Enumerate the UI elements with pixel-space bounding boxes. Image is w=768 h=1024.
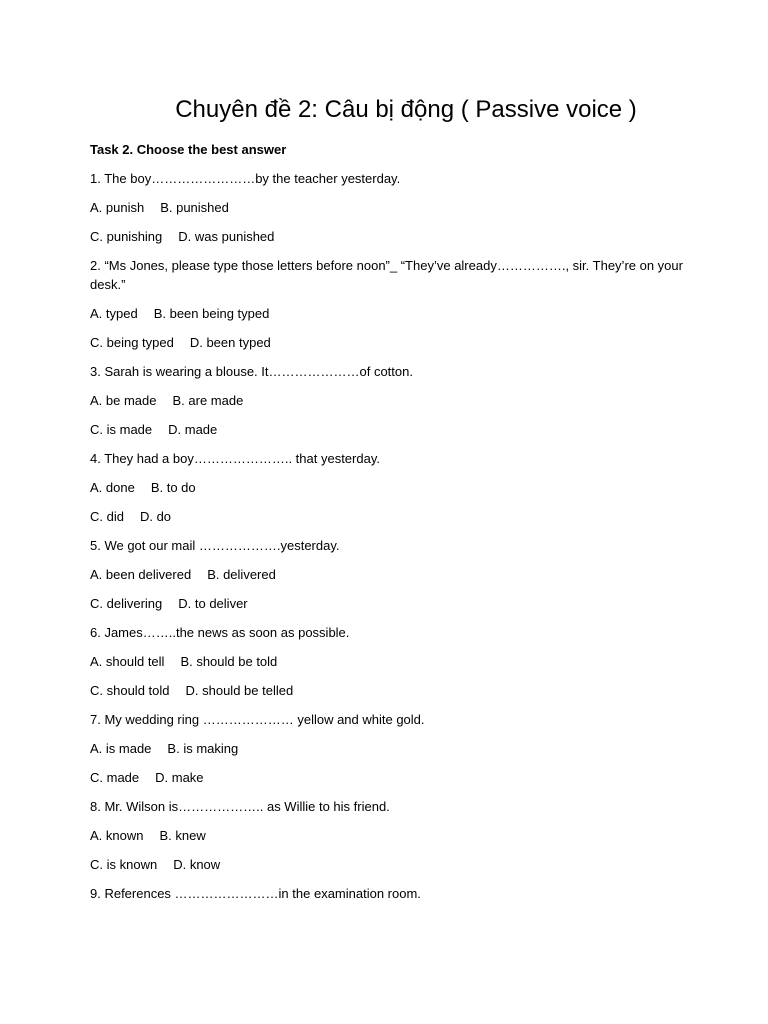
answer-row (90, 681, 690, 700)
question-4 (90, 449, 690, 526)
answer-row (90, 826, 690, 845)
answer-row (90, 739, 690, 758)
answer-option-b: B. are made (172, 393, 244, 408)
answer-option-b: B. should be told (180, 654, 278, 669)
answer-option-b: B. knew (159, 828, 206, 843)
answer-option-c: C. being typed (90, 335, 174, 350)
answer-option-a: A. is made (90, 741, 152, 756)
answer-row (90, 478, 690, 497)
question-6 (90, 623, 690, 700)
answer-option-d: D. been typed (189, 335, 271, 350)
answer-option-b: B. to do (150, 480, 196, 495)
answer-row (90, 304, 690, 323)
question-text: 2. “Ms Jones, please type those letters before noon”_ “They’ve already……………., sir. They’re on your desk.” (90, 258, 687, 292)
question-3 (90, 362, 690, 439)
answer-row (90, 652, 690, 671)
answer-option-a: A. should tell (90, 654, 165, 669)
answer-row (90, 391, 690, 410)
answer-option-b: B. delivered (207, 567, 276, 582)
answer-option-b: B. been being typed (153, 306, 270, 321)
answer-option-d: D. was punished (178, 229, 275, 244)
question-7 (90, 710, 690, 787)
answer-option-d: D. make (155, 770, 204, 785)
question-text: 1. The boy……………………by the teacher yesterday. (90, 171, 401, 186)
answer-option-b: B. punished (160, 200, 229, 215)
answer-row (90, 198, 690, 217)
answer-row (90, 333, 690, 352)
task-heading: Task 2. Choose the best answer (90, 142, 287, 157)
question-9 (90, 884, 690, 903)
answer-row (90, 594, 690, 613)
answer-row (90, 420, 690, 439)
answer-option-d: D. made (168, 422, 218, 437)
answer-row (90, 507, 690, 526)
question-text: 6. James……..the news as soon as possible. (90, 625, 350, 640)
question-2 (90, 256, 690, 352)
answer-option-a: A. be made (90, 393, 157, 408)
question-text: 7. My wedding ring ………………… yellow and white gold. (90, 712, 425, 727)
answer-row (90, 855, 690, 874)
answer-option-a: A. done (90, 480, 135, 495)
answer-option-c: C. is known (90, 857, 158, 872)
answer-option-c: C. is made (90, 422, 153, 437)
answer-option-d: D. do (139, 509, 172, 524)
answer-option-c: C. should told (90, 683, 170, 698)
answer-option-d: D. know (173, 857, 221, 872)
answer-option-d: D. to deliver (178, 596, 248, 611)
question-text: 5. We got our mail ……………….yesterday. (90, 538, 340, 553)
question-text: 4. They had a boy………………….. that yesterday. (90, 451, 380, 466)
question-8 (90, 797, 690, 874)
question-1 (90, 169, 690, 246)
question-text: 8. Mr. Wilson is……………….. as Willie to his friend. (90, 799, 390, 814)
answer-option-c: C. made (90, 770, 140, 785)
answer-option-a: A. known (90, 828, 144, 843)
answer-option-c: C. delivering (90, 596, 163, 611)
page-title (0, 94, 768, 126)
answer-option-c: C. did (90, 509, 124, 524)
answer-row (90, 768, 690, 787)
answer-option-b: B. is making (167, 741, 239, 756)
answer-option-a: A. been delivered (90, 567, 192, 582)
answer-option-d: D. should be telled (185, 683, 294, 698)
answer-row (90, 227, 690, 246)
document-content (90, 140, 690, 913)
page-title-text: Chuyên đề 2: Câu bị động ( Passive voice ) (175, 96, 637, 123)
answer-row (90, 565, 690, 584)
answer-option-a: A. punish (90, 200, 145, 215)
answer-option-c: C. punishing (90, 229, 163, 244)
question-text: 3. Sarah is wearing a blouse. It…………………of cotton. (90, 364, 413, 379)
answer-option-a: A. typed (90, 306, 138, 321)
question-5 (90, 536, 690, 613)
question-text: 9. References ……………………in the examination room. (90, 886, 421, 901)
